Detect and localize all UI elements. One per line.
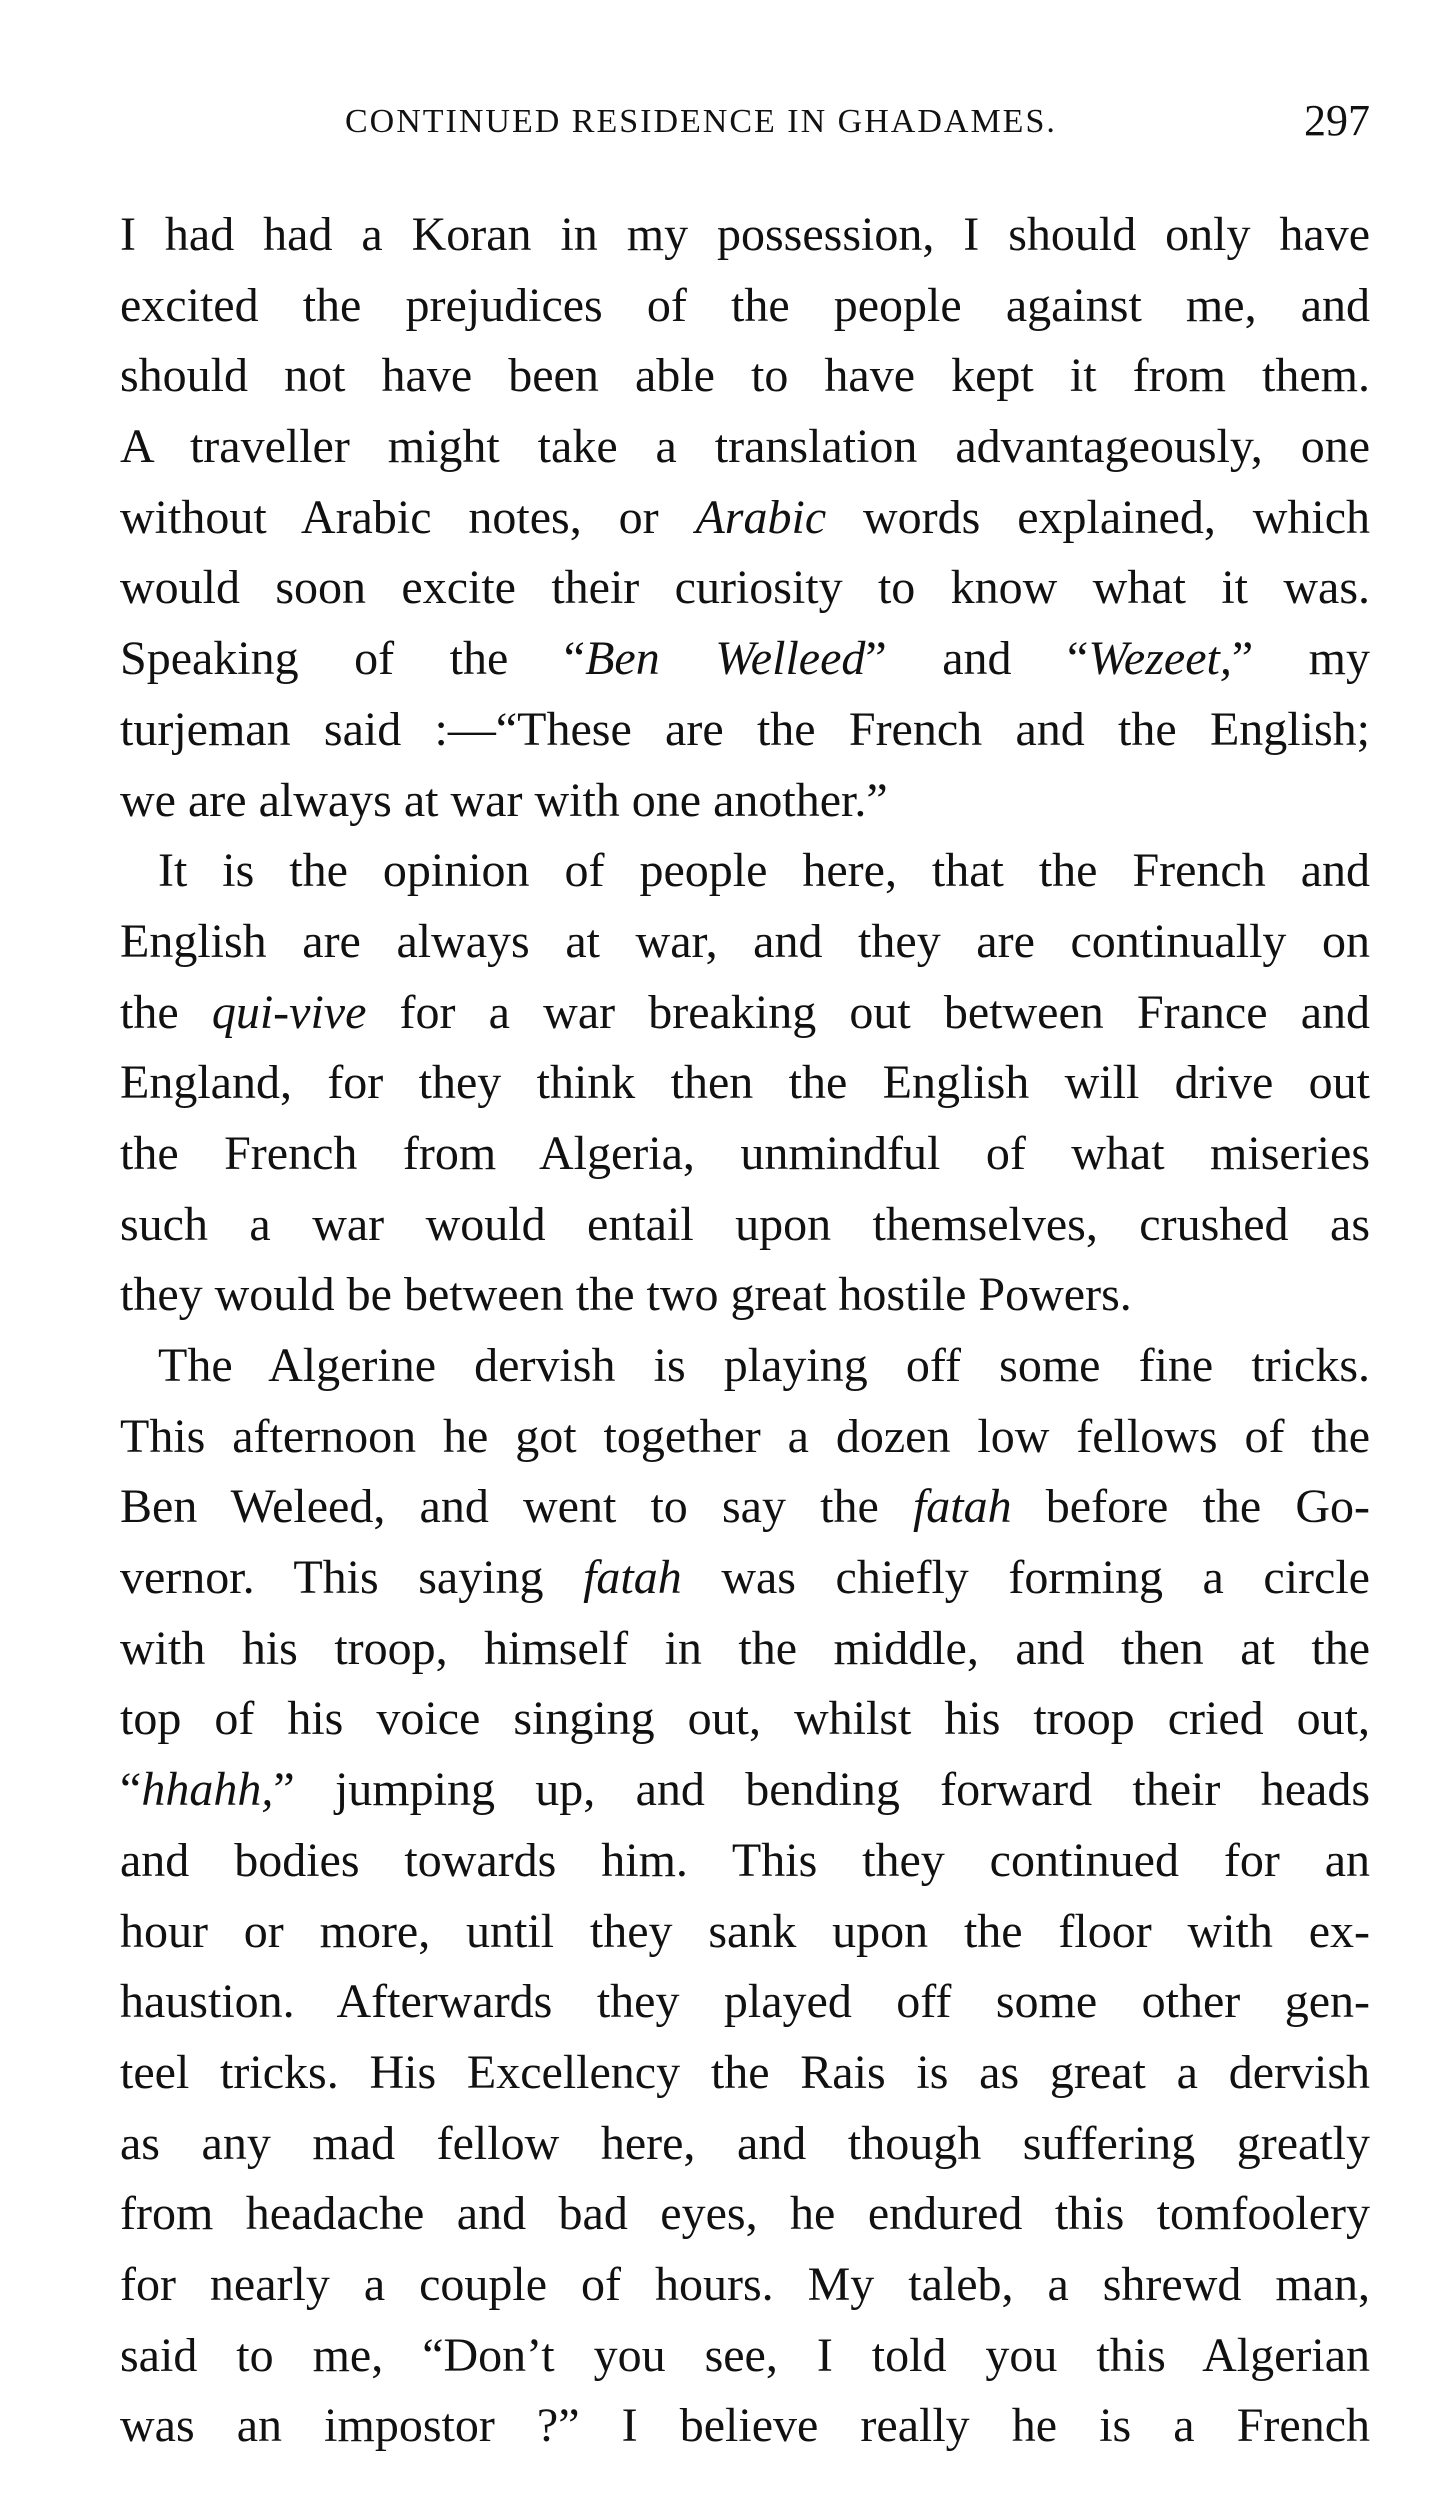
text-line: excited the prejudices of the people against me, and [120, 278, 1370, 332]
text-line: without Arabic notes, or Arabic words explained, which [120, 490, 1371, 544]
running-title: CONTINUED RESIDENCE IN GHADAMES. [345, 103, 1057, 140]
text-line: the French from Algeria, unmindful of what miseries [120, 1126, 1370, 1180]
text-line: vernor. This saying fatah was chiefly forming a circle [120, 1551, 1370, 1605]
text-line: Ben Weleed, and went to say the fatah before the Go- [120, 1480, 1370, 1534]
running-head [120, 95, 1370, 155]
text-line: England, for they think then the English will drive out [120, 1056, 1370, 1110]
text-line: would soon excite their curiosity to know what it was. [120, 561, 1370, 615]
text-line: the qui-vive for a war breaking out between France and [120, 985, 1371, 1039]
text-line: “hhahh,” jumping up, and bending forward their heads [120, 1763, 1370, 1817]
text-line: hour or more, until they sank upon the floor with ex- [120, 1904, 1370, 1958]
paragraph-koran [120, 200, 1370, 836]
text-line: top of his voice singing out, whilst his troop cried out, [120, 1692, 1370, 1746]
text-line: A traveller might take a translation advantageously, one [120, 420, 1370, 474]
page-number: 297 [1304, 96, 1370, 145]
text-line: we are always at war with one another.” [120, 773, 888, 827]
text-line: I had had a Koran in my possession, I should only have [120, 208, 1370, 261]
text-line: for nearly a couple of hours. My taleb, a shrewd man, [120, 2257, 1370, 2311]
text-line: It is the opinion of people here, that the French and [158, 844, 1370, 898]
text-line: from headache and bad eyes, he endured this tomfoolery [120, 2187, 1370, 2241]
text-line: Speaking of the “Ben Welleed” and “Wezeet,” my [120, 632, 1370, 686]
text-line: haustion. Afterwards they played off some other gen- [120, 1975, 1370, 2029]
text-line: and bodies towards him. This they continued for an [120, 1833, 1370, 1887]
text-line: should not have been able to have kept it from them. [120, 349, 1370, 403]
body-text [120, 200, 1370, 2462]
text-line: such a war would entail upon themselves, crushed as [120, 1197, 1370, 1251]
paragraph-french-english [120, 836, 1370, 1331]
paragraph-dervish [120, 1331, 1370, 2462]
text-line: said to me, “Don’t you see, I told you this Algerian [120, 2328, 1370, 2382]
text-line: teel tricks. His Excellency the Rais is as great a dervish [120, 2045, 1370, 2099]
text-line: they would be between the two great hostile Powers. [120, 1268, 1132, 1322]
text-line: English are always at war, and they are continually on [120, 914, 1370, 968]
text-line: with his troop, himself in the middle, and then at the [120, 1621, 1370, 1675]
text-line: turjeman said :—“These are the French and the English; [120, 702, 1370, 756]
text-line: This afternoon he got together a dozen low fellows of the [120, 1409, 1370, 1463]
text-line: as any mad fellow here, and though suffering greatly [120, 2116, 1370, 2170]
text-line: The Algerine dervish is playing off some fine tricks. [158, 1339, 1370, 1392]
text-line: was an impostor ?” I believe really he is a French [120, 2399, 1370, 2453]
